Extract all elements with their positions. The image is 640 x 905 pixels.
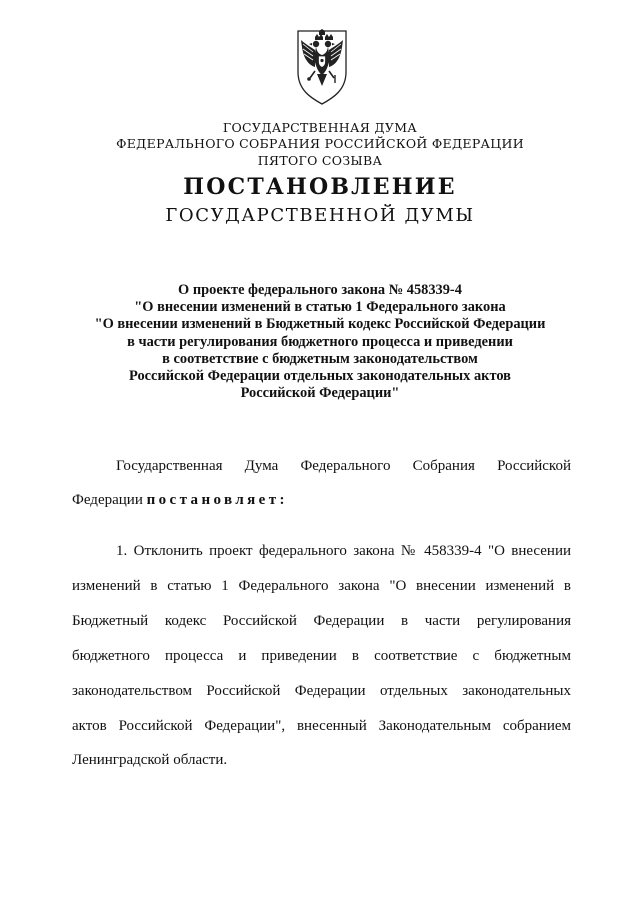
resolves-emphasis: постановляет:	[146, 492, 288, 508]
preamble-line	[72, 490, 288, 510]
subject-line: Российской Федерации"	[240, 385, 400, 402]
paragraph-line: 1. Отклонить проект федерального закона № 458339-4 "О внесении	[116, 543, 571, 559]
preamble-line: Государственная Дума Федерального Собрания Российской	[116, 458, 571, 474]
paragraph-line: Бюджетный кодекс Российской Федерации в части регулирования	[72, 613, 571, 629]
subject-line: "О внесении изменений в статью 1 Федерального закона	[134, 299, 506, 316]
paragraph-line: бюджетного процесса и приведении в соответствие с бюджетным	[72, 648, 571, 664]
preamble-text: Федерации	[72, 492, 147, 508]
document-issuer-title: ГОСУДАРСТВЕННОЙ ДУМЫ	[165, 205, 475, 226]
paragraph-line: изменений в статью 1 Федерального закона "О внесении изменений в	[72, 578, 571, 594]
subject-line: в соответствие с бюджетным законодательством	[162, 350, 478, 367]
subject-line: "О внесении изменений в Бюджетный кодекс Российской Федерации	[94, 316, 546, 333]
paragraph-line: Ленинградской области.	[72, 752, 228, 768]
org-title-line-2: ФЕДЕРАЛЬНОГО СОБРАНИЯ РОССИЙСКОЙ ФЕДЕРАЦИИ	[116, 136, 524, 151]
paragraph-line: законодательством Российской Федерации отдельных законодательных	[72, 683, 571, 699]
paragraph-line: актов Российской Федерации", внесенный Законодательным собранием	[72, 718, 571, 734]
subject-line: Российской Федерации отдельных законодательных актов	[129, 368, 511, 385]
document-type-title: ПОСТАНОВЛЕНИЕ	[183, 174, 457, 200]
subject-line: О проекте федерального закона № 458339-4	[178, 282, 462, 298]
convocation-line: ПЯТОГО СОЗЫВА	[257, 153, 383, 168]
org-title-line-1: ГОСУДАРСТВЕННАЯ ДУМА	[222, 120, 418, 135]
subject-line: в части регулирования бюджетного процесса и приведении	[127, 333, 513, 350]
